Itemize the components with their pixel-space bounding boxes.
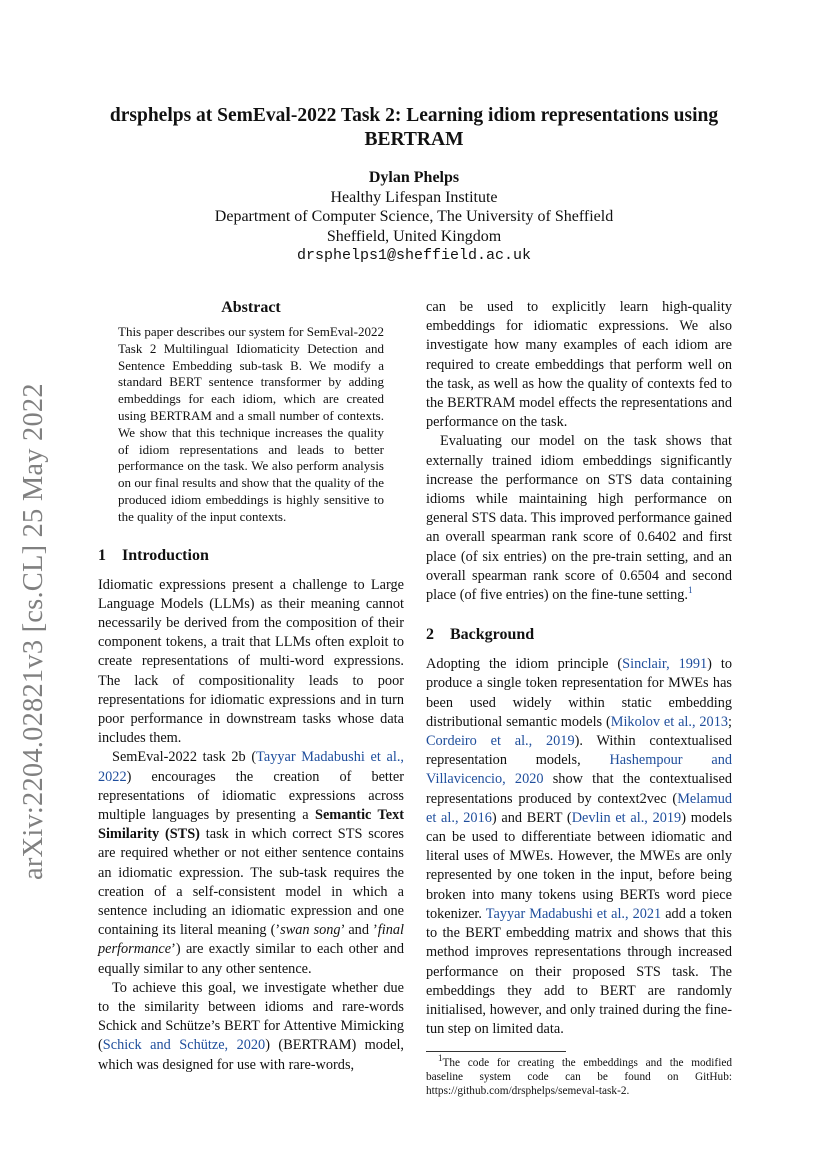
citation-link[interactable]: Devlin et al., 2019 — [571, 809, 682, 826]
footnote-text: The code for creating the embeddings and the modified baseline system code can be found on GitHub: https://github.com/drsphelps/semeval-task-2. — [426, 1057, 732, 1098]
title-line-1: drsphelps at SemEval-2022 Task 2: Learning idiom representations using — [109, 105, 719, 126]
text-span: ) and BERT ( — [491, 809, 572, 826]
affiliation-2: Department of Computer Science, The University of Sheffield — [214, 208, 614, 226]
text-span: To achieve this goal, we investigate whether due to the similarity between idioms and rare-words Schick and Schütze’s BERT for Attentive Mimicking ( — [98, 979, 404, 1054]
text-span: ’ and ’ — [340, 922, 378, 939]
text-span: ). Within contextualised representation models, — [426, 733, 733, 769]
text-span: ) to produce a single token representation for MWEs has been used widely within static embedding distributional semantic models ( — [426, 656, 732, 730]
intro-number: 1 — [98, 546, 106, 564]
title-line-2: BERTRAM — [364, 129, 464, 150]
background-heading — [426, 625, 732, 645]
background-body — [426, 655, 732, 1039]
background-paragraph — [426, 655, 732, 1039]
intro-paragraph-1: Idiomatic expressions present a challenge to Large Language Models (LLMs) as their meaning cannot necessarily be derived from the composition of their component tokens, a trait that LLMs often exploit to create representations of multi-word expressions. The lack of compositionality leads to poor representations for idiomatic expressions and in turn poor performance in downstream tasks whose data includes them. — [98, 576, 404, 747]
author-email[interactable]: drsphelps1@sheffield.ac.uk — [296, 247, 532, 265]
italic-term: final performance — [98, 922, 404, 958]
citation-link[interactable]: Hashempour and Villavicencio, 2020 — [426, 752, 732, 788]
left-column — [98, 298, 404, 1075]
text-span: Evaluating our model on the task shows that externally trained idiom embeddings significantly increase the performance on STS data containing idioms while maintaining high performance on general STS data. This improved performance gained an overall spearman rank score of 0.6402 and first place (of six entries) on the pre-train setting, and an overall spearman rank score of 0.6504 and second place (of five entries) on the fine-tune setting. — [426, 433, 732, 604]
intro-continued — [426, 298, 732, 605]
text-span: Adopting the idiom principle ( — [426, 656, 623, 673]
background-number: 2 — [426, 626, 434, 644]
intro-title: Introduction — [122, 546, 209, 564]
citation-link[interactable]: Melamud et al., 2016 — [426, 790, 732, 826]
paper-title — [0, 104, 828, 152]
footnote — [426, 1053, 732, 1098]
author-location: Sheffield, United Kingdom — [326, 227, 502, 245]
arxiv-stamp: arXiv:2204.02821v3 [cs.CL] 25 May 2022 — [18, 383, 49, 880]
footnote-divider — [426, 1051, 566, 1052]
right-column — [426, 298, 732, 1098]
text-span: ) (BERTRAM) model, which was designed for use with rare-words, — [98, 1037, 404, 1073]
intro-paragraph-5 — [426, 432, 732, 605]
text-span: ’) are exactly similar to each other and equally similar to any other sentence. — [98, 941, 404, 977]
intro-paragraph-4: can be used to explicitly learn high-quality embeddings for idiomatic expressions. We also investigate how many examples of each idiom are required to create embeddings that perform well on the task, as well as how the quality of contexts fed to the BERTRAM model effects the representations and performance on the task. — [426, 299, 732, 431]
background-title: Background — [450, 626, 535, 644]
intro-paragraph-2 — [98, 748, 404, 978]
intro-heading — [98, 546, 404, 566]
footnote-marker[interactable]: 1 — [688, 585, 693, 596]
abstract-heading: Abstract — [221, 299, 281, 316]
citation-link[interactable]: Mikolov et al., 2013 — [610, 713, 729, 730]
intro-paragraph-3 — [98, 979, 404, 1075]
author-block — [0, 168, 828, 266]
text-span: ) models can be used to differentiate between idiomatic and literal uses of MWEs. However, the MWEs are only represented by one token in the input, before being broken into many tokens using BERTs word piece tokenizer. — [426, 809, 733, 922]
author-name: Dylan Phelps — [368, 169, 460, 186]
text-span: ; — [728, 713, 732, 730]
text-span: show that the contextualised representations produced by context2vec ( — [426, 771, 732, 807]
citation-link[interactable]: Tayyar Madabushi et al., 2022 — [98, 749, 404, 785]
text-span: ) encourages the creation of better representations of idiomatic expressions across multiple languages by presenting a — [98, 768, 404, 823]
text-span: SemEval-2022 task 2b ( — [112, 749, 257, 766]
italic-term: swan song — [280, 922, 341, 939]
intro-body — [98, 576, 404, 1075]
citation-link[interactable]: Sinclair, 1991 — [622, 656, 708, 673]
bold-term: Semantic Text Similarity (STS) — [98, 807, 404, 843]
text-span: add a token to the BERT embedding matrix and shows that this method improves representations through increased performance on their proposed STS task. The embeddings they add to BERT are randomly initialised, however, and only trained during the fine-tun step on limited data. — [426, 905, 732, 1038]
abstract-text: This paper describes our system for SemEval-2022 Task 2 Multilingual Idiomaticity Detection and Sentence Embedding sub-task B. We modify a standard BERT sentence transformer by adding embeddings for each idiom, which are created using BERTRAM and a small number of contexts. We show that this technique increases the quality of idiom representations and leads to better performance on the task. We also perform analysis on our final results and show that the quality of the produced idiom embeddings is highly sensitive to the quality of the input contexts. — [118, 324, 384, 524]
citation-link[interactable]: Cordeiro et al., 2019 — [426, 733, 575, 750]
affiliation-1: Healthy Lifespan Institute — [330, 188, 498, 206]
footnote-number: 1 — [438, 1053, 443, 1064]
abstract-body — [118, 324, 384, 526]
citation-link[interactable]: Tayyar Madabushi et al., 2021 — [485, 905, 662, 922]
text-span: task in which correct STS scores are required whether or not either sentence contains an idiomatic expression. The sub-task requires the creation of a self-consistent model in which a sentence including an idiomatic expression and one containing its literal meaning (’ — [98, 826, 404, 939]
citation-link[interactable]: Schick and Schütze, 2020 — [102, 1037, 266, 1054]
